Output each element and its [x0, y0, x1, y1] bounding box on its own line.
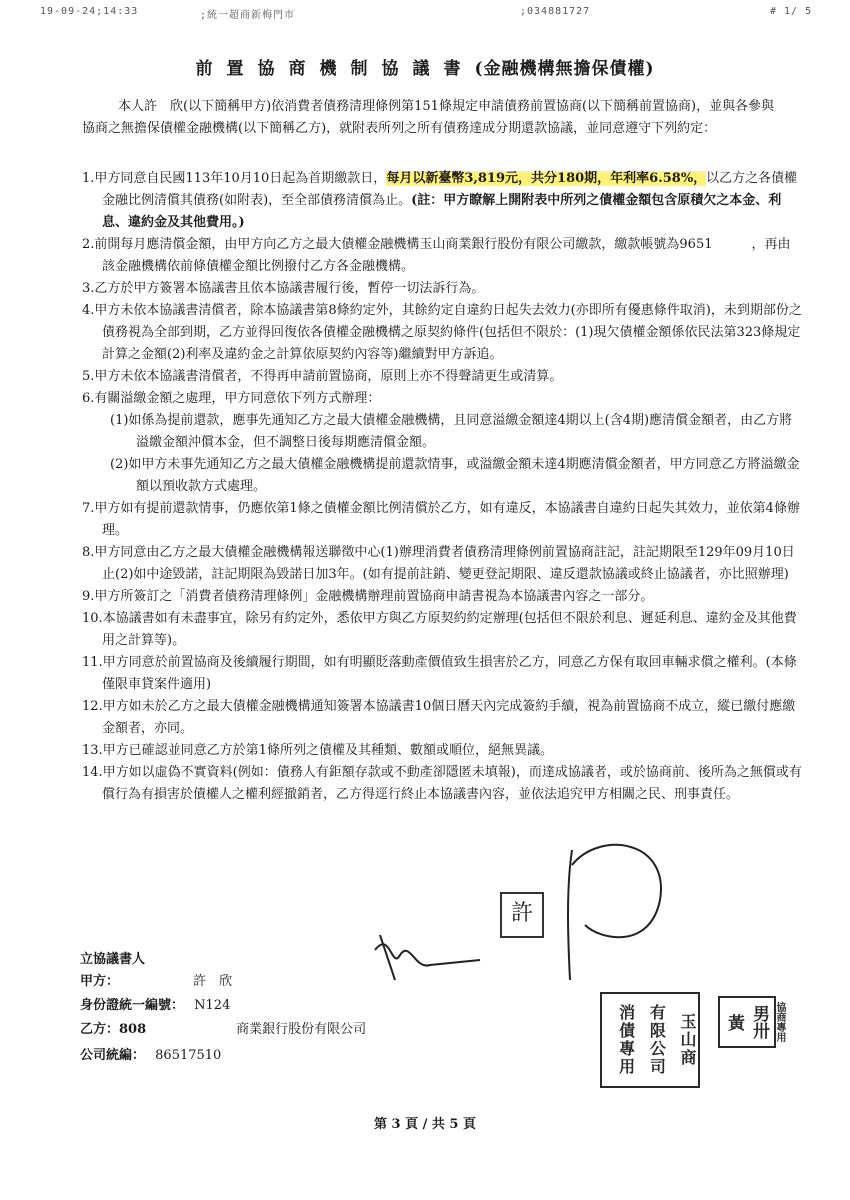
page-footer: 第 3 頁 / 共 5 頁	[374, 1117, 476, 1132]
officer-seal-stamp	[718, 996, 785, 1048]
clause-6-1: (1)如係為提前還款，應事先通知乙方之最大債權金融機構，且同意溢繳金額達4期以上(含4期)應清償金額者，由乙方將溢繳金額沖償本金，但不調整日後每期應清償金額。	[110, 413, 793, 450]
party-a-name: 許 欣	[193, 974, 233, 989]
title-main: 前置協商機制協議書	[195, 59, 475, 79]
id-label: 身份證統一編號：	[80, 998, 185, 1013]
id-value: N124	[194, 998, 231, 1013]
bank-seal-stamp	[600, 992, 700, 1088]
party-a-label: 甲方：	[80, 974, 120, 989]
bank-seal-col-1: 玉山商	[677, 1013, 697, 1067]
clause-2: 2.前開每月應清償金額，由甲方向乙方之最大債權金融機構玉山商業銀行股份有限公司繳款，繳款帳號為9651 ，再由該金融機構依前條債權金額比例撥付乙方各金融機構。	[82, 237, 791, 274]
fax-sender: ;統一超商新梅門市	[200, 10, 296, 21]
party-b-label: 乙方：808	[80, 1022, 147, 1037]
personal-seal-stamp: 許	[500, 892, 544, 938]
id-row	[80, 994, 230, 1013]
clause-1-highlight: 每月以新臺幣3,819元，共分180期，年利率6.58%，	[386, 171, 707, 186]
clause-7: 7.甲方如有提前還款情事，仍應依第1條之債權金額比例清償於乙方，如有違反，本協議書自違約日起失其效力，並依第4條辦理。	[82, 501, 800, 538]
clause-12: 12.甲方如未於乙方之最大債權金融機構通知簽署本協議書10個日曆天內完成簽約手續，視為前置協商不成立，縱已繳付應繳金額者，亦同。	[82, 699, 796, 736]
clause-11: 11.甲方同意於前置協商及後續履行期間，如有明顯貶落動產價值致生損害於乙方，同意乙方保有取回車輛求償之權利。(本條僅限車貸案件適用)	[82, 655, 797, 692]
clause-9: 9.甲方所簽訂之「消費者債務清理條例」金融機構辦理前置協商申請書視為本協議書內容之一部分。	[82, 589, 654, 604]
clause-5: 5.甲方未依本協議書清償者，不得再申請前置協商，原則上亦不得聲請更生或清算。	[82, 369, 563, 384]
party-a-row	[80, 970, 232, 989]
clause-4: 4.甲方未依本協議書清償者，除本協議書第8條約定外，其餘約定自違約日起失去效力(亦即所有優惠條件取消)，未到期部份之債務視為全部到期，乙方並得回復依各債權金融機構之原契約條件(包括但不限於：(1)現欠債權金額係依民法第323條規定計算之金額(2)利率及違約金之計算依原契約內容等)繼續對甲方訴追。	[82, 303, 802, 362]
company-no-row	[80, 1044, 221, 1063]
fax-page: # 1/ 5	[770, 6, 813, 17]
clause-1-note: (註：甲方瞭解上開附表中所列之債權金額包含原積欠之本金、利息、違約金及其他費用。)	[102, 193, 782, 230]
officer-seal-caption: 協商專用	[774, 1002, 785, 1042]
bank-seal-col-4: 消債專用	[616, 1004, 636, 1076]
company-no-label: 公司統編：	[80, 1048, 146, 1063]
signatories-heading: 立協議書人	[80, 952, 146, 967]
fax-number: ;034881727	[520, 6, 591, 17]
clause-6: 6.有關溢繳金額之處理，甲方同意依下列方式辦理：	[82, 391, 381, 406]
party-b-name: 商業銀行股份有限公司	[236, 1022, 367, 1037]
page-title	[0, 54, 850, 79]
clause-8: 8.甲方同意由乙方之最大債權金融機構報送聯徵中心(1)辦理消費者債務清理條例前置協商註記，註記期限至129年09月10日止(2)如中途毀諾，註記期限為毀諾日加3年。(如有提前註銷、變更登記期限、違反還款協議或終止協議者，亦比照辦理)	[82, 545, 795, 582]
bank-seal-col-3: 有限公司	[647, 1004, 667, 1076]
clause-10: 10.本協議書如有未盡事宜，除另有約定外，悉依甲方與乙方原契約約定辦理(包括但不限於利息、遲延利息、違約金及其他費用之計算等)。	[82, 611, 797, 648]
company-no-value: 86517510	[155, 1048, 222, 1063]
clause-13: 13.甲方已確認並同意乙方於第1條所列之債權及其種類、數額或順位，絕無異議。	[82, 743, 553, 758]
clause-3: 3.乙方於甲方簽署本協議書且依本協議書履行後，暫停一切法訴行為。	[82, 281, 485, 296]
intro-paragraph: 本人許 欣(以下簡稱甲方)依消費者債務清理條例第151條規定申請債務前置協商(以下簡稱前置協商)，並與各參與協商之無擔保債權金融機構(以下簡稱乙方)，就附表所列之所有債務達成分期還款協議，並同意遵守下列約定：	[82, 99, 775, 136]
party-b-row	[80, 1018, 366, 1037]
fax-datetime: 19-09-24;14:33	[40, 6, 139, 17]
clause-6-2: (2)如甲方未事先通知乙方之最大債權金融機構提前還款情事，或溢繳金額未達4期應清償金額者，甲方同意乙方將溢繳金額以預收款方式處理。	[110, 457, 800, 494]
clause-14: 14.甲方如以虛偽不實資料(例如：債務人有鉅額存款或不動產卻隱匿未填報)，而達成協議者，或於協商前、後所為之無償或有償行為有損害於債權人之權利經撤銷者，乙方得逕行終止本協議書內容，並依法追究甲方相關之民、刑事責任。	[82, 765, 802, 802]
officer-seal-name: 男卅黃	[724, 1005, 769, 1039]
clause-list	[82, 168, 802, 806]
fax-header	[0, 6, 850, 22]
clause-1-post: 以乙方之各債權金融比例清償其債務(如附表)，至全部債務清償為止。	[102, 171, 798, 208]
clause-1-pre: 1.甲方同意自民國113年10月10日起為首期繳款日，	[82, 171, 387, 186]
title-paren: (金融機構無擔保債權)	[474, 59, 655, 79]
clause-1	[82, 168, 802, 234]
